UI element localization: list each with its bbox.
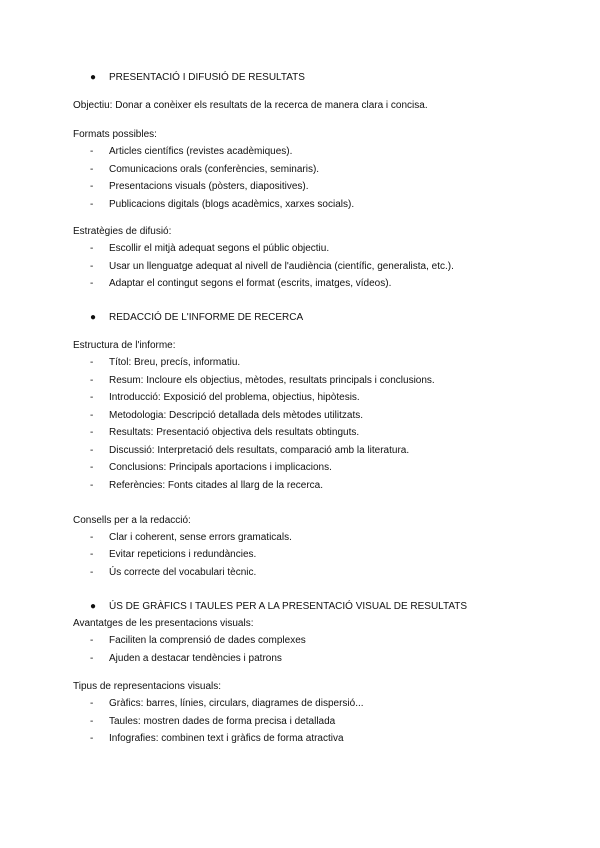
list-item-text: Resum: Incloure els objectius, mètodes, resultats principals i conclusions.: [109, 375, 435, 386]
list-item-text: Presentacions visuals (pòsters, diapositives).: [109, 181, 309, 192]
advice-label: Consells per a la redacció:: [73, 515, 191, 526]
dash-icon: -: [90, 164, 94, 175]
types-label: Tipus de representacions visuals:: [73, 681, 222, 692]
list-item-text: Ús correcte del vocabulari tècnic.: [109, 567, 257, 578]
dash-icon: -: [90, 733, 94, 744]
dash-icon: -: [90, 261, 94, 272]
dash-icon: -: [90, 698, 94, 709]
list-item-text: Taules: mostren dades de forma precisa i detallada: [109, 716, 336, 727]
list-item-text: Evitar repeticions i redundàncies.: [109, 549, 257, 560]
dash-icon: -: [90, 445, 94, 456]
list-item-text: Títol: Breu, precís, informatiu.: [109, 357, 241, 368]
section-heading-text: ÚS DE GRÀFICS I TAULES PER A LA PRESENTACIÓ VISUAL DE RESULTATS: [109, 601, 468, 612]
dash-icon: -: [90, 462, 94, 473]
dash-icon: -: [90, 653, 94, 664]
bullet-icon: ●: [90, 72, 97, 83]
list-item-text: Conclusions: Principals aportacions i implicacions.: [109, 462, 332, 473]
list-item-text: Escollir el mitjà adequat segons el públic objectiu.: [109, 243, 330, 254]
dash-icon: -: [90, 532, 94, 543]
dash-icon: -: [90, 635, 94, 646]
objective-text: Objectiu: Donar a conèixer els resultats de la recerca de manera clara i concisa.: [73, 100, 428, 111]
advantages-label: Avantatges de les presentacions visuals:: [73, 618, 254, 629]
dash-icon: -: [90, 146, 94, 157]
strategies-label: Estratègies de difusió:: [73, 226, 172, 237]
list-item-text: Gràfics: barres, línies, circulars, diagrames de dispersió...: [109, 698, 364, 709]
list-item-text: Articles científics (revistes acadèmiques).: [109, 146, 293, 157]
dash-icon: -: [90, 278, 94, 289]
list-item-text: Clar i coherent, sense errors gramaticals.: [109, 532, 292, 543]
list-item-text: Infografies: combinen text i gràfics de forma atractiva: [109, 733, 344, 744]
dash-icon: -: [90, 199, 94, 210]
list-item-text: Discussió: Interpretació dels resultats, comparació amb la literatura.: [109, 445, 410, 456]
bullet-icon: ●: [90, 601, 97, 612]
list-item-text: Adaptar el contingut segons el format (escrits, imatges, vídeos).: [109, 278, 392, 289]
dash-icon: -: [90, 375, 94, 386]
list-item-text: Metodologia: Descripció detallada dels mètodes utilitzats.: [109, 410, 364, 421]
dash-icon: -: [90, 392, 94, 403]
dash-icon: -: [90, 427, 94, 438]
dash-icon: -: [90, 181, 94, 192]
dash-icon: -: [90, 357, 94, 368]
list-item-text: Publicacions digitals (blogs acadèmics, xarxes socials).: [109, 199, 355, 210]
bullet-icon: ●: [90, 312, 97, 323]
dash-icon: -: [90, 549, 94, 560]
list-item-text: Faciliten la comprensió de dades complexes: [109, 635, 306, 646]
dash-icon: -: [90, 567, 94, 578]
dash-icon: -: [90, 480, 94, 491]
list-item-text: Ajuden a destacar tendències i patrons: [109, 653, 282, 664]
section-heading-text: PRESENTACIÓ I DIFUSIÓ DE RESULTATS: [109, 72, 305, 83]
dash-icon: -: [90, 716, 94, 727]
formats-label: Formats possibles:: [73, 129, 157, 140]
list-item-text: Usar un llenguatge adequat al nivell de l'audiència (científic, generalista, etc.).: [109, 261, 454, 272]
list-item-text: Referències: Fonts citades al llarg de la recerca.: [109, 480, 323, 491]
dash-icon: -: [90, 410, 94, 421]
structure-label: Estructura de l'informe:: [73, 340, 176, 351]
dash-icon: -: [90, 243, 94, 254]
list-item-text: Introducció: Exposició del problema, objectius, hipòtesis.: [109, 392, 360, 403]
list-item-text: Comunicacions orals (conferències, seminaris).: [109, 164, 320, 175]
list-item-text: Resultats: Presentació objectiva dels resultats obtinguts.: [109, 427, 360, 438]
section-heading-text: REDACCIÓ DE L'INFORME DE RECERCA: [109, 312, 304, 323]
